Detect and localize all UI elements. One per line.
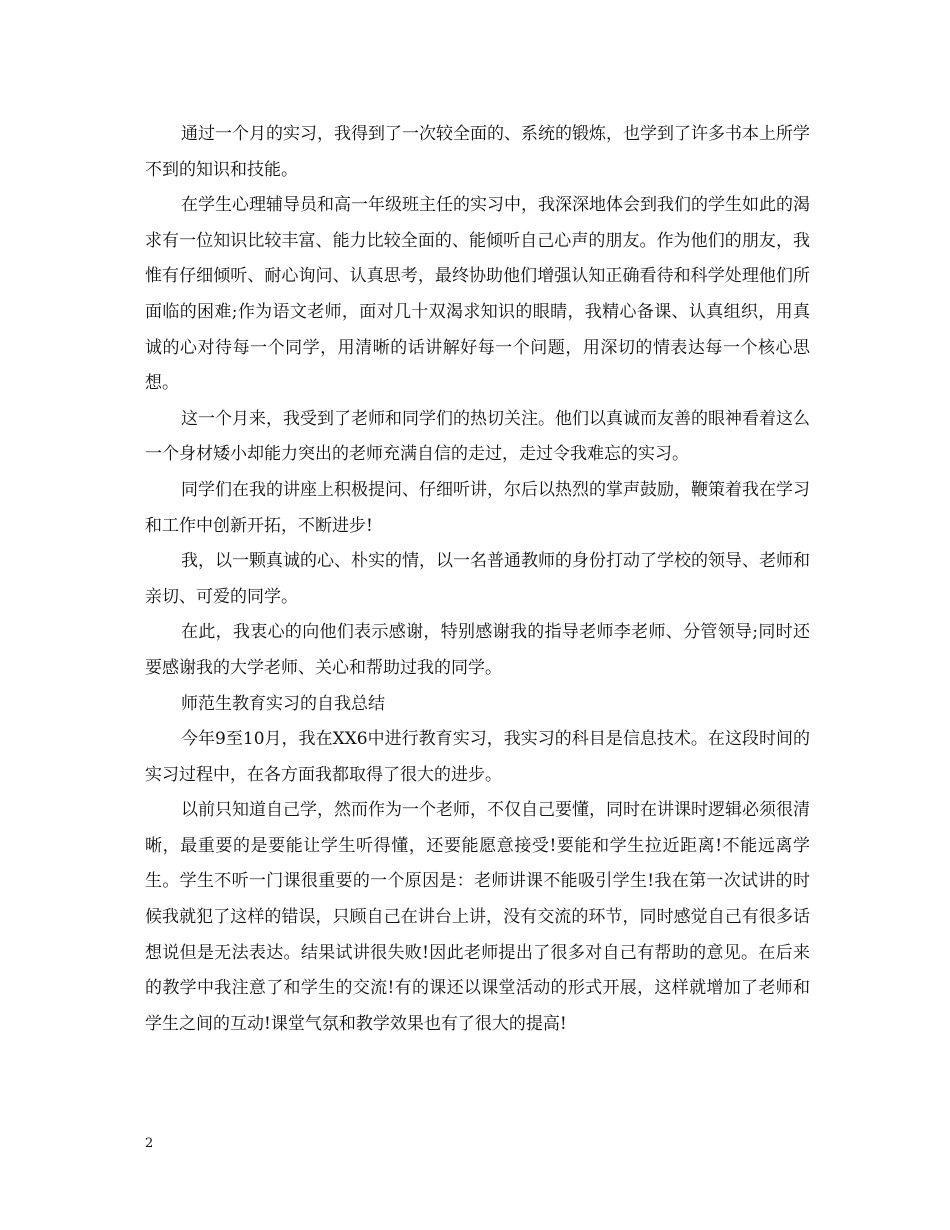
paragraph-lecture: 同学们在我的讲座上积极提问、仔细听讲，尔后以热烈的掌声鼓励，鞭策着我在学习和工作中创新开拓，不断进步! [145, 479, 810, 536]
paragraph-thanks: 在此，我衷心的向他们表示感谢，特别感谢我的指导老师李老师、分管领导;同时还要感谢我的大学老师、关心和帮助过我的同学。 [145, 622, 810, 678]
section-heading: 师范生教育实习的自我总结 [181, 693, 385, 714]
paragraph-attention: 这一个月来，我受到了老师和同学们的热切关注。他们以真诚而友善的眼神看着这么一个身材矮小却能力突出的老师充满自信的走过，走过令我难忘的实习。 [145, 408, 810, 465]
paragraph-sincerity: 我，以一颗真诚的心、朴实的情，以一名普通教师的身份打动了学校的领导、老师和亲切、可爱的同学。 [145, 551, 810, 607]
paragraph-teaching-lessons: 以前只知道自己学，然而作为一个老师，不仅自己要懂，同时在讲课时逻辑必须很清晰，最重要的是要能让学生听得懂，还要能愿意接受!要能和学生拉近距离!不能远离学生。学生不听一门课很重要的一个原因是：老师讲课不能吸引学生!我在第一次试讲的时候我就犯了这样的错误，只顾自己在讲台上讲，没有交流的环节，同时感觉自己有很多话想说但是无法表达。结果试讲很失败!因此老师提出了很多对自己有帮助的意见。在后来的教学中我注意了和学生的交流!有的课还以课堂活动的形式开展，这样就增加了老师和学生之间的互动!课堂气氛和教学效果也有了很大的提高! [145, 800, 810, 1034]
paragraph-internship-intro: 今年9至10月，我在XX6中进行教育实习，我实习的科目是信息技术。在这段时间的实习过程中，在各方面我都取得了很大的进步。 [145, 729, 810, 785]
page-number: 2 [145, 1136, 154, 1151]
paragraph-internship-gains: 通过一个月的实习，我得到了一次较全面的、系统的锻炼，也学到了许多书本上所学不到的知识和技能。 [145, 124, 810, 180]
document-body [145, 117, 810, 1042]
paragraph-counselor-experience: 在学生心理辅导员和高一年级班主任的实习中，我深深地体会到我们的学生如此的渴求有一位知识比较丰富、能力比较全面的、能倾听自己心声的朋友。作为他们的朋友，我惟有仔细倾听、耐心询问、认真思考，最终协助他们增强认知正确看待和科学处理他们所面临的困难;作为语文老师，面对几十双渴求知识的眼睛，我精心备课、认真组织，用真诚的心对待每一个同学，用清晰的话讲解好每一个问题，用深切的情表达每一个核心思想。 [145, 195, 810, 394]
